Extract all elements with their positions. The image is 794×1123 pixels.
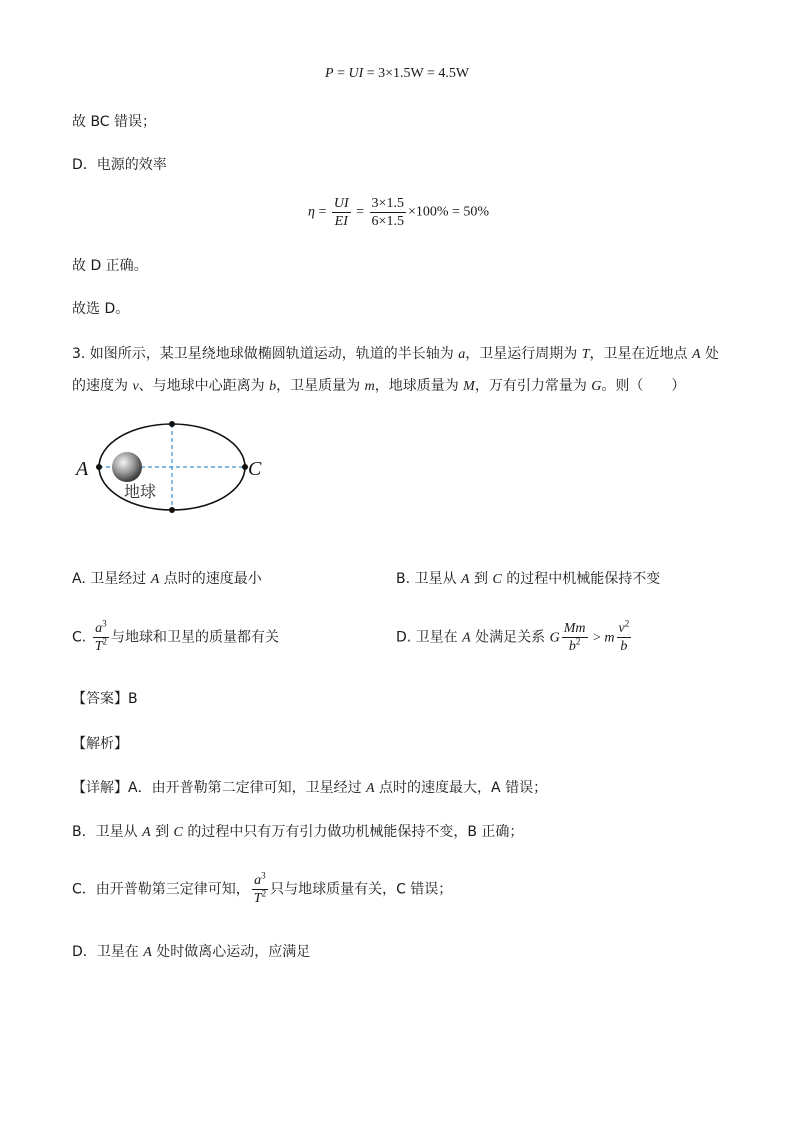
- greater-than: >: [589, 630, 605, 646]
- var-c: C: [492, 572, 502, 587]
- var-v: v: [132, 379, 139, 394]
- exp: 2: [575, 636, 581, 647]
- text: 到: [469, 571, 493, 587]
- text: 的过程中机械能保持不变: [501, 571, 661, 587]
- text: B. 卫星从: [396, 571, 461, 587]
- label-a: A: [76, 458, 89, 480]
- var-m: m: [604, 630, 615, 646]
- fraction-a3-t2: [93, 620, 109, 655]
- option-a[interactable]: [72, 569, 262, 590]
- equals: =: [314, 204, 330, 220]
- option-d[interactable]: [396, 620, 633, 655]
- text: 到: [150, 824, 174, 840]
- equals: =: [333, 66, 349, 81]
- text: 处满足关系: [470, 629, 550, 646]
- exp: 3: [261, 870, 266, 881]
- label-c: C: [248, 458, 262, 480]
- detail-d: [72, 942, 310, 963]
- label-earth: 地球: [124, 482, 157, 501]
- fraction-values: [370, 195, 406, 230]
- bottom-point: [169, 507, 175, 513]
- text: B．卫星从: [72, 824, 143, 840]
- orbit-diagram: [70, 415, 280, 530]
- detail-b: [72, 822, 523, 843]
- exp: 3: [102, 618, 107, 629]
- efficiency-result: ×100% = 50%: [407, 204, 490, 220]
- text: 的速度为: [72, 378, 133, 394]
- answer-value: B: [128, 691, 138, 707]
- text: ，卫星在近地点: [589, 346, 692, 362]
- var-g: G: [591, 379, 602, 394]
- text: 的过程中只有万有引力做功机械能保持不变，B 正确；: [182, 824, 524, 840]
- var-t: T: [253, 891, 262, 906]
- fraction-a3-t2: [252, 872, 268, 907]
- exp: 2: [102, 636, 107, 647]
- symbol-eta: η: [308, 204, 315, 220]
- detail-c: [72, 872, 452, 907]
- answer-line: [72, 689, 138, 709]
- var-b: b: [620, 639, 628, 654]
- symbol-p: P: [325, 66, 334, 81]
- numerator-values: 3×1.5: [371, 196, 404, 211]
- exp: 2: [261, 888, 267, 899]
- question-line-2: [72, 376, 685, 397]
- option-c[interactable]: [72, 620, 279, 655]
- top-point: [169, 421, 175, 427]
- text: ，卫星运行周期为: [465, 346, 582, 362]
- bc-wrong-line: 故 BC 错误；: [72, 114, 157, 130]
- var-a: a: [254, 873, 262, 888]
- var-big-m: M: [463, 379, 475, 394]
- answer-label: 【答案】: [72, 691, 128, 707]
- text: D．卫星在: [72, 944, 144, 960]
- exp: 2: [624, 618, 630, 629]
- var-t: T: [94, 639, 103, 654]
- d-correct-line: 故 D 正确。: [72, 258, 148, 274]
- fraction-mm-b2: [562, 620, 588, 655]
- var-v: v: [618, 621, 625, 636]
- equals: =: [352, 204, 368, 220]
- question-line-1: [72, 344, 719, 365]
- fraction-v2-b: [617, 620, 632, 655]
- var-a: A: [142, 825, 151, 840]
- text: 处时做离心运动，应满足: [151, 944, 311, 960]
- numerator-ui: UI: [333, 196, 349, 211]
- var-t: T: [581, 347, 590, 362]
- fraction-ui-ei: [332, 195, 351, 230]
- text: D. 卫星在: [396, 629, 463, 646]
- detail-a: [72, 778, 547, 799]
- power-result: = 3×1.5W = 4.5W: [363, 66, 470, 81]
- var-a: A: [366, 781, 375, 796]
- point-a-dot: [96, 464, 102, 470]
- text: 点时的速度最大，A 错误；: [374, 780, 548, 796]
- text: 处: [700, 346, 719, 362]
- option-b[interactable]: [396, 569, 660, 590]
- var-a: A: [462, 630, 471, 646]
- var-a: A: [150, 572, 160, 587]
- denominator-values: 6×1.5: [371, 214, 404, 229]
- text: 。则（ ）: [601, 378, 686, 394]
- var-a: a: [458, 347, 466, 362]
- text: 点时的速度最小: [159, 571, 262, 587]
- var-c: C: [173, 825, 183, 840]
- text: ，万有引力常量为: [474, 378, 592, 394]
- var-b: b: [269, 379, 277, 394]
- power-equation: [325, 66, 469, 82]
- var-m: m: [364, 379, 375, 394]
- text: 【详解】A．由开普勒第二定律可知，卫星经过: [72, 780, 367, 796]
- text: 与地球和卫星的质量都有关: [110, 629, 279, 646]
- var-a: a: [95, 621, 103, 636]
- d-intro-line: D．电源的效率: [72, 157, 167, 173]
- efficiency-equation: [308, 195, 489, 230]
- text: 3. 如图所示，某卫星绕地球做椭圆轨道运动，轨道的半长轴为: [72, 346, 459, 362]
- analysis-label: 【解析】: [72, 736, 128, 752]
- var-g: G: [549, 630, 560, 646]
- text: C．由开普勒第三定律可知，: [72, 881, 250, 898]
- symbol-ui: UI: [348, 66, 364, 81]
- numerator-mm: Mm: [563, 621, 586, 636]
- var-a: A: [460, 572, 470, 587]
- text: C.: [72, 629, 91, 646]
- text: A. 卫星经过: [72, 571, 151, 587]
- text: 、与地球中心距离为: [138, 378, 270, 394]
- text: ，地球质量为: [374, 378, 464, 394]
- var-a: A: [143, 945, 152, 960]
- earth-sphere: [112, 452, 142, 482]
- text: ，卫星质量为: [276, 378, 365, 394]
- var-b: b: [568, 639, 576, 654]
- text: 只与地球质量有关，C 错误；: [270, 881, 453, 898]
- denominator-ei: EI: [334, 214, 348, 229]
- choose-d-line: 故选 D。: [72, 301, 130, 317]
- var-a-point: A: [691, 347, 701, 362]
